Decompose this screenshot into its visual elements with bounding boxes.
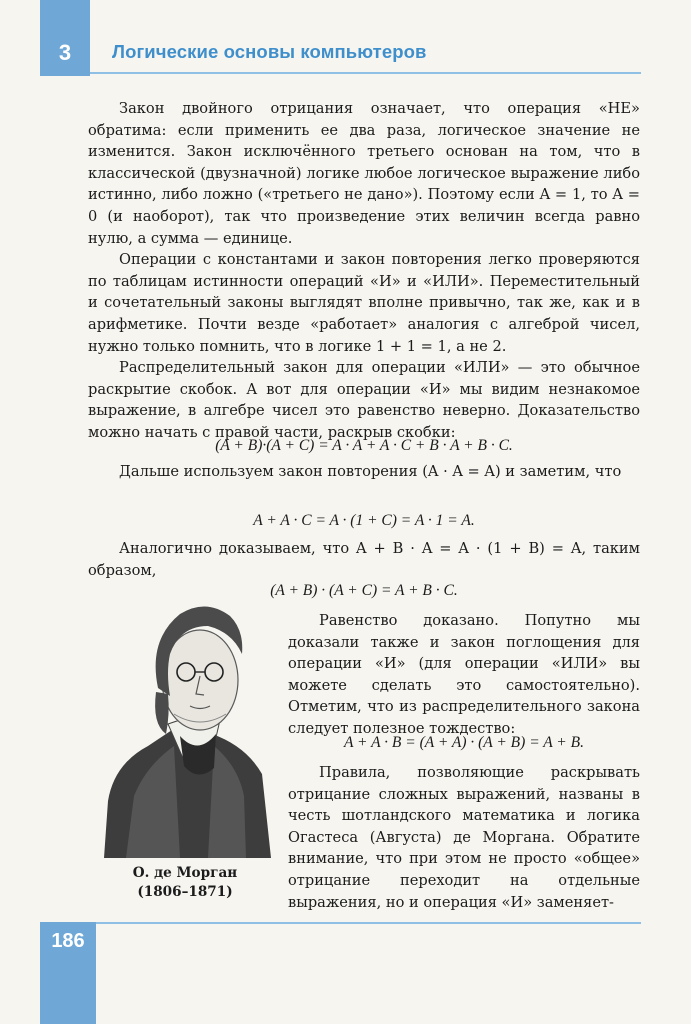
- text-block-analogous: [88, 538, 640, 581]
- text-block-repetition: [88, 461, 640, 483]
- text-column-de-morgan: [288, 762, 640, 913]
- paragraph-constants: Операции с константами и закон повторения легко проверяются по таблицам истинности операций «И» и «ИЛИ». Переместительный и сочетательный законы выглядят вполне привычно, так же, как и в арифметике. Почти везде «работает» аналогия с алгеброй чисел, нужно только помнить, что в логике 1 + 1 = 1, а не 2.: [88, 251, 640, 355]
- paragraph-double-negation: Закон двойного отрицания означает, что операция «НЕ» обратима: если применить ее два раза, логическое значение не изменится. Закон исключённого третьего основан на том, что в классической (двузначной) логике любое логическое выражение либо истинно, либо ложно («третьего не дано»). Поэтому если A = 1, то A = 0 (и наоборот), так что произведение этих величин всегда равно нулю, а сумма — единице.: [88, 100, 640, 247]
- formula-absorption-step: A + A · C = A · (1 + C) = A · 1 = A.: [253, 512, 475, 529]
- caption-years: (1806–1871): [137, 884, 233, 900]
- text-block-top: [88, 98, 640, 444]
- paragraph-de-morgan-rules: Правила, позволяющие раскрывать отрицание сложных выражений, названы в честь шотландского математика и логика Огастеса (Августа) де Моргана. Обратите внимание, что при этом не просто «общее» отрицание переходит на отдельные выражения, но и операция «И» заменяет-: [288, 764, 640, 911]
- caption-name: О. де Морган: [132, 865, 238, 881]
- paragraph-proved: Равенство доказано. Попутно мы доказали также и закон поглощения для операции «И» (для операции «ИЛИ» вы можете сделать это самостоятельно). Отметим, что из распределительного закона следует полезное тождество:: [288, 612, 640, 737]
- formula-distributive-result: (A + B) · (A + C) = A + B · C.: [270, 582, 458, 599]
- portrait-caption: [96, 864, 274, 902]
- paragraph-distributive-law: Распределительный закон для операции «ИЛИ» — это обычное раскрытие скобок. А вот для операции «И» мы видим незнакомое выражение, в алгебре чисел это равенство неверно. Доказательство можно начать с правой части, раскрыв скобки:: [88, 359, 640, 441]
- formula-identity: A + A · B = (A + A) · (A + B) = A + B.: [343, 734, 584, 751]
- text-column-proved: [288, 610, 640, 740]
- header-divider: [90, 72, 641, 74]
- formula-expansion: (A + B)·(A + C) = A · A + A · C + B · A + B · C.: [215, 437, 513, 454]
- chapter-title: Логические основы компьютеров: [112, 41, 427, 62]
- paragraph-repetition-law: Дальше используем закон повторения (A · A = A) и заметим, что: [119, 463, 622, 480]
- de-morgan-portrait: [96, 596, 274, 858]
- chapter-number: 3: [58, 40, 72, 65]
- footer-divider: [96, 922, 641, 924]
- paragraph-analogous-proof: Аналогично доказываем, что A + B · A = A · (1 + B) = A, таким образом,: [88, 540, 640, 579]
- page-number: 186: [51, 930, 85, 952]
- chapter-number-tab: [40, 0, 90, 76]
